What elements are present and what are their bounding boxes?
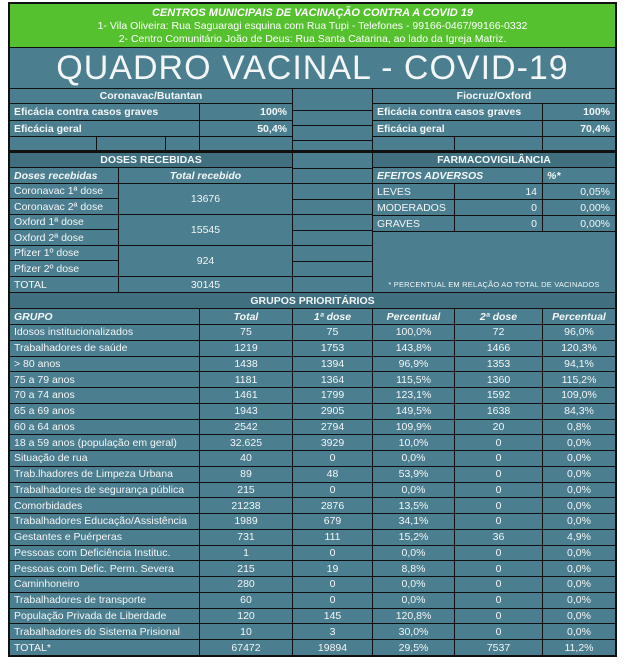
group-value: 0,0% <box>543 451 615 466</box>
group-value: 4,9% <box>543 530 615 545</box>
group-value: 120,3% <box>543 341 615 356</box>
group-value: 0 <box>455 514 542 529</box>
grupos-total-label: TOTAL* <box>10 640 199 655</box>
grupos-section-header: GRUPOS PRIORITÁRIOS <box>10 293 615 308</box>
group-label: 65 a 69 anos <box>10 404 199 419</box>
group-value: 0 <box>455 593 542 608</box>
doses-total-value: 30145 <box>119 277 292 292</box>
group-label: Caminhoneiro <box>10 577 199 592</box>
group-value: 0 <box>455 467 542 482</box>
dose-label: Oxford 1ª dose <box>10 215 118 229</box>
group-value: 1943 <box>200 404 292 419</box>
spacer-cell <box>293 215 372 230</box>
group-value: 1219 <box>200 341 292 356</box>
group-value: 0,0% <box>373 577 454 592</box>
adverse-effect-count: 0 <box>455 200 542 215</box>
group-value: 145 <box>293 609 372 624</box>
group-value: 10,0% <box>373 435 454 450</box>
group-value: 0 <box>455 561 542 576</box>
empty-cell <box>373 137 454 150</box>
group-value: 13,5% <box>373 498 454 513</box>
group-value: 0 <box>455 624 542 639</box>
group-value: 109,9% <box>373 420 454 435</box>
group-value: 1181 <box>200 372 292 387</box>
group-value: 1364 <box>293 372 372 387</box>
group-value: 2542 <box>200 420 292 435</box>
efficacy-value: 100% <box>543 104 615 120</box>
group-label: Trabalhadores de saúde <box>10 341 199 356</box>
group-value: 1394 <box>293 357 372 372</box>
group-value: 8,8% <box>373 561 454 576</box>
dose-label: Coronavac 1ª dose <box>10 184 118 198</box>
group-value: 0 <box>455 609 542 624</box>
group-value: 2794 <box>293 420 372 435</box>
group-value: 0,0% <box>543 483 615 498</box>
group-value: 53,9% <box>373 467 454 482</box>
adverse-effect-label: GRAVES <box>373 216 454 231</box>
group-value: 94,1% <box>543 357 615 372</box>
coronavac-table <box>10 89 292 150</box>
spacer-cell <box>293 246 372 261</box>
group-label: Trabalhadores do Sistema Prisional <box>10 624 199 639</box>
dose-label: Coronavac 2ª dose <box>10 199 118 214</box>
group-value: 10 <box>200 624 292 639</box>
group-value: 149,5% <box>373 404 454 419</box>
grupos-col-header: Percentual <box>543 309 615 324</box>
group-label: Comorbidades <box>10 498 199 513</box>
group-value: 115,5% <box>373 372 454 387</box>
adverse-effect-count: 0 <box>455 216 542 231</box>
doses-section-header: DOSES RECEBIDAS <box>10 153 292 167</box>
group-value: 1638 <box>455 404 542 419</box>
group-value: 679 <box>293 514 372 529</box>
group-label: Trabalhadores de transporte <box>10 593 199 608</box>
group-label: 18 a 59 anos (população em geral) <box>10 435 199 450</box>
spacer-cell <box>293 126 372 140</box>
group-value: 0 <box>455 435 542 450</box>
group-value: 60 <box>200 593 292 608</box>
grupos-col-header: Total <box>200 309 292 324</box>
farmaco-table <box>373 153 615 292</box>
group-value: 72 <box>455 325 542 340</box>
group-value: 123,1% <box>373 388 454 403</box>
farmaco-col-header: %* <box>543 168 615 183</box>
group-label: Trabalhadores Educação/Assistência <box>10 514 199 529</box>
group-label: > 80 anos <box>10 357 199 372</box>
group-value: 36 <box>455 530 542 545</box>
adverse-effect-percent: 0,05% <box>543 184 615 199</box>
report-sheet <box>8 2 617 657</box>
group-value: 0,0% <box>543 546 615 561</box>
doses-table <box>10 153 292 292</box>
group-value: 0 <box>455 498 542 513</box>
group-value: 48 <box>293 467 372 482</box>
group-value: 0 <box>293 483 372 498</box>
group-value: 0 <box>293 546 372 561</box>
grupos-col-header: Percentual <box>373 309 454 324</box>
grupos-total-value: 29,5% <box>373 640 454 655</box>
adverse-effect-label: MODERADOS <box>373 200 454 215</box>
grupos-col-header: 1ª dose <box>293 309 372 324</box>
spacer-cell <box>293 231 372 246</box>
spacer-cell <box>293 89 372 110</box>
group-value: 2876 <box>293 498 372 513</box>
dose-total: 13676 <box>119 184 292 214</box>
group-value: 0 <box>293 593 372 608</box>
group-value: 84,3% <box>543 404 615 419</box>
dose-label: Pfizer 1º dose <box>10 246 118 260</box>
group-value: 1989 <box>200 514 292 529</box>
adverse-effect-count: 14 <box>455 184 542 199</box>
group-value: 0,0% <box>373 593 454 608</box>
group-label: 60 a 64 anos <box>10 420 199 435</box>
group-value: 0,0% <box>543 609 615 624</box>
grupos-table <box>10 309 615 655</box>
doses-farmaco-section <box>10 153 615 292</box>
group-value: 1753 <box>293 341 372 356</box>
spacer-cell <box>293 111 372 125</box>
group-value: 34,1% <box>373 514 454 529</box>
group-value: 0,0% <box>543 624 615 639</box>
group-value: 0,0% <box>373 483 454 498</box>
coronavac-header: Coronavac/Butantan <box>10 89 292 103</box>
spacer-cell <box>293 153 372 168</box>
doses-col-header: Total recebido <box>119 168 292 183</box>
group-value: 20 <box>455 420 542 435</box>
adverse-effect-label: LEVES <box>373 184 454 199</box>
efficacy-value: 100% <box>200 104 292 120</box>
doses-col-header: Doses recebidas <box>10 168 118 183</box>
group-value: 0 <box>455 577 542 592</box>
group-value: 143,8% <box>373 341 454 356</box>
adverse-effect-percent: 0,00% <box>543 216 615 231</box>
group-value: 2905 <box>293 404 372 419</box>
empty-cell <box>10 137 96 150</box>
spacer-column <box>293 153 372 292</box>
spacer-cell <box>293 141 372 150</box>
group-value: 1799 <box>293 388 372 403</box>
group-value: 0,0% <box>373 451 454 466</box>
group-value: 731 <box>200 530 292 545</box>
group-value: 0,0% <box>543 561 615 576</box>
grupos-total-value: 7537 <box>455 640 542 655</box>
group-label: Gestantes e Puérperas <box>10 530 199 545</box>
group-value: 3 <box>293 624 372 639</box>
farmaco-section-header: FARMACOVIGILÂNCIA <box>373 153 615 167</box>
group-value: 1438 <box>200 357 292 372</box>
group-value: 0,0% <box>543 435 615 450</box>
group-value: 0 <box>455 546 542 561</box>
group-label: Pessoas com Defic. Perm. Severa <box>10 561 199 576</box>
efficacy-value: 50,4% <box>200 121 292 136</box>
dose-total: 15545 <box>119 215 292 245</box>
group-value: 32.625 <box>200 435 292 450</box>
group-label: Idosos institucionalizados <box>10 325 199 340</box>
empty-row <box>10 137 292 150</box>
efficacy-label: Eficácia contra casos graves <box>373 104 542 120</box>
spacer-cell <box>293 184 372 199</box>
empty-cell <box>97 137 165 150</box>
group-value: 215 <box>200 483 292 498</box>
group-value: 19 <box>293 561 372 576</box>
banner-address-2: 2- Centro Comunitário João de Deus: Rua Santa Catarina, ao lado da Igreja Matriz. <box>118 32 507 45</box>
efficacy-label: Eficácia geral <box>10 121 199 136</box>
group-label: População Privada de Liberdade <box>10 609 199 624</box>
municipal-centers-banner <box>10 4 615 47</box>
group-value: 1360 <box>455 372 542 387</box>
group-value: 1461 <box>200 388 292 403</box>
group-value: 111 <box>293 530 372 545</box>
group-value: 115,2% <box>543 372 615 387</box>
group-label: 70 a 74 anos <box>10 388 199 403</box>
group-value: 109,0% <box>543 388 615 403</box>
group-value: 0,0% <box>543 467 615 482</box>
grupos-col-header: GRUPO <box>10 309 199 324</box>
grupos-total-value: 11,2% <box>543 640 615 655</box>
doses-total-label: TOTAL <box>10 277 118 292</box>
efficacy-value: 70,4% <box>543 121 615 136</box>
group-label: Trab.lhadores de Limpeza Urbana <box>10 467 199 482</box>
group-value: 0,0% <box>373 546 454 561</box>
farmaco-col-header: EFEITOS ADVERSOS <box>373 168 542 183</box>
group-value: 89 <box>200 467 292 482</box>
spacer-cell <box>293 200 372 215</box>
group-value: 30,0% <box>373 624 454 639</box>
banner-title: CENTROS MUNICIPAIS DE VACINAÇÃO CONTRA A COVID 19 <box>151 6 474 19</box>
group-value: 120,8% <box>373 609 454 624</box>
empty-cell <box>166 137 199 150</box>
dose-total: 924 <box>119 246 292 276</box>
grupos-total-value: 67472 <box>200 640 292 655</box>
empty-cell <box>543 137 615 150</box>
group-value: 100,0% <box>373 325 454 340</box>
group-value: 0,8% <box>543 420 615 435</box>
spacer-column <box>293 89 372 150</box>
group-value: 75 <box>200 325 292 340</box>
group-value: 0,0% <box>543 498 615 513</box>
empty-cell <box>200 137 292 150</box>
spacer-cell <box>293 262 372 277</box>
group-value: 21238 <box>200 498 292 513</box>
group-value: 0 <box>455 451 542 466</box>
group-label: 75 a 79 anos <box>10 372 199 387</box>
fiocruz-table <box>373 89 615 150</box>
group-value: 1466 <box>455 341 542 356</box>
group-value: 15,2% <box>373 530 454 545</box>
grupos-total-value: 19894 <box>293 640 372 655</box>
group-value: 0,0% <box>543 593 615 608</box>
group-value: 120 <box>200 609 292 624</box>
group-value: 96,0% <box>543 325 615 340</box>
group-value: 0 <box>455 483 542 498</box>
adverse-effect-percent: 0,00% <box>543 200 615 215</box>
empty-cell <box>455 137 542 150</box>
group-value: 0 <box>293 451 372 466</box>
efficacy-label: Eficácia contra casos graves <box>10 104 199 120</box>
grupos-col-header: 2ª dose <box>455 309 542 324</box>
group-value: 3929 <box>293 435 372 450</box>
fiocruz-header: Fiocruz/Oxford <box>373 89 615 103</box>
group-value: 96,9% <box>373 357 454 372</box>
group-label: Situação de rua <box>10 451 199 466</box>
group-value: 0,0% <box>543 577 615 592</box>
group-value: 1592 <box>455 388 542 403</box>
dose-label: Pfizer 2º dose <box>10 261 118 276</box>
group-value: 0 <box>293 577 372 592</box>
spacer-cell <box>293 169 372 184</box>
banner-address-1: 1- Vila Oliveira: Rua Saguaragi esquina com Rua Tupi - Telefones - 99166-0467/99166-0332 <box>97 19 528 32</box>
group-value: 1 <box>200 546 292 561</box>
efficacy-section <box>10 89 615 150</box>
group-value: 75 <box>293 325 372 340</box>
efficacy-label: Eficácia geral <box>373 121 542 136</box>
report-title: QUADRO VACINAL - COVID-19 <box>10 48 615 88</box>
spacer-cell <box>293 277 372 292</box>
farmaco-footnote: * PERCENTUAL EM RELAÇÃO AO TOTAL DE VACINADOS <box>373 232 615 292</box>
group-value: 0,0% <box>543 514 615 529</box>
dose-label: Oxford 2ª dose <box>10 230 118 245</box>
group-label: Trabalhadores de segurança pública <box>10 483 199 498</box>
grupos-section-band <box>10 293 615 308</box>
group-value: 215 <box>200 561 292 576</box>
group-value: 280 <box>200 577 292 592</box>
group-value: 40 <box>200 451 292 466</box>
group-label: Pessoas com Deficiência Instituc. <box>10 546 199 561</box>
group-value: 1353 <box>455 357 542 372</box>
